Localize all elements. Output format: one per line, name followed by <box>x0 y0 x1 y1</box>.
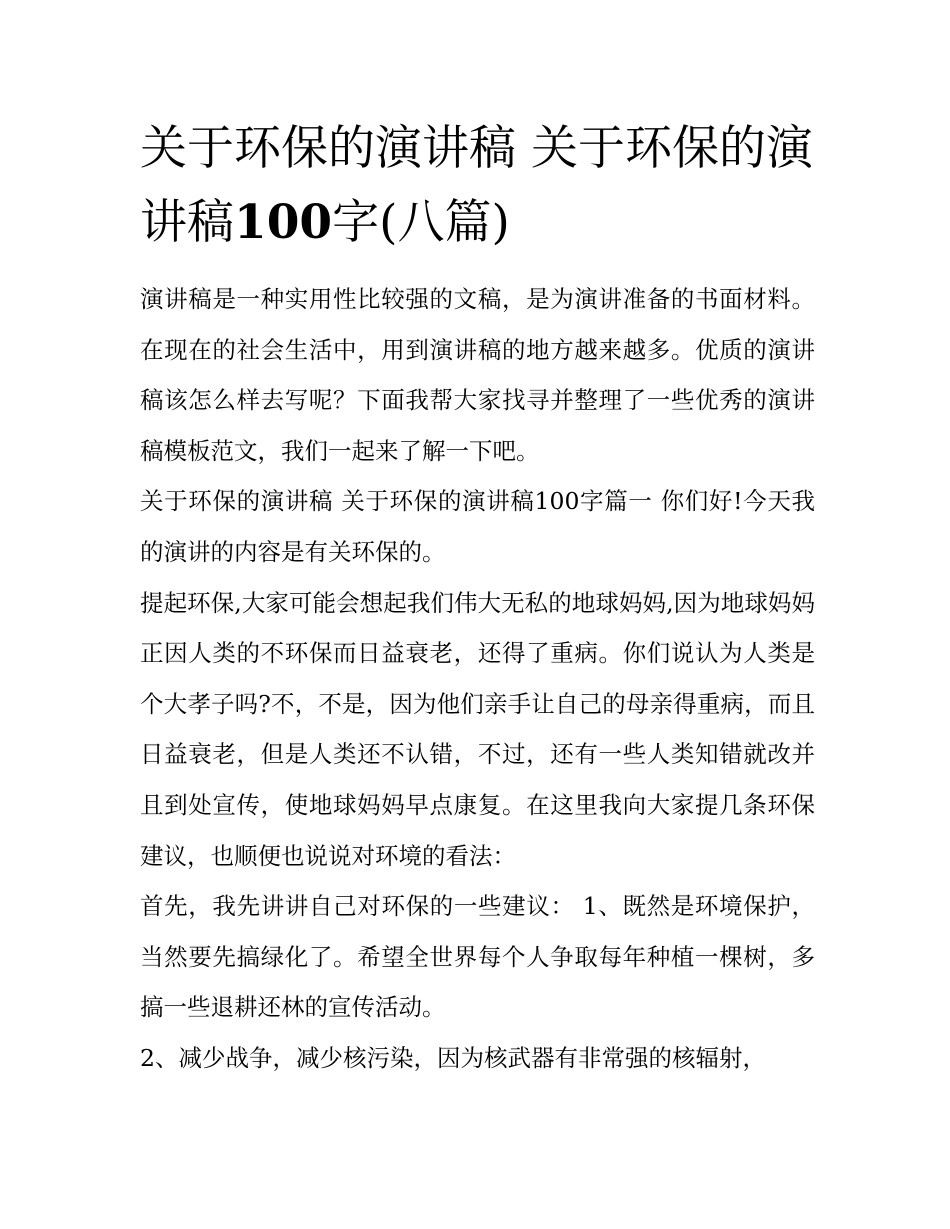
paragraph-intro: 演讲稿是一种实用性比较强的文稿，是为演讲准备的书面材料。在现在的社会生活中，用到演讲稿的地方越来越多。优质的演讲稿该怎么样去写呢？下面我帮大家找寻并整理了一些优秀的演讲稿模板范文，我们一起来了解一下吧。 <box>140 285 815 465</box>
title-prefix: 关于环保的演讲稿 关于环保的演讲稿 <box>140 121 813 250</box>
title-number: 100 <box>234 195 333 250</box>
title-suffix: 字(八篇) <box>332 195 510 250</box>
paragraph-earth-mother: 提起环保,大家可能会想起我们伟大无私的地球妈妈,因为地球妈妈正因人类的不环保而日益衰老，还得了重病。你们说认为人类是个大孝子吗?不，不是，因为他们亲手让自己的母亲得重病，而且日益衰老，但是人类还不认错，不过，还有一些人类知错就改并且到处宣传，使地球妈妈早点康复。在这里我向大家提几条环保建议，也顺便也说说对环境的看法： <box>140 588 815 870</box>
paragraph-suggestion-2: 2、减少战争，减少核污染，因为核武器有非常强的核辐射， <box>140 1043 766 1072</box>
paragraph-opening: 关于环保的演讲稿 关于环保的演讲稿100字篇一 你们好!今天我的演讲的内容是有关环保的。 <box>140 487 815 566</box>
paragraph-suggestion-1: 首先，我先讲讲自己对环保的一些建议： 1、既然是环境保护，当然要先搞绿化了。希望全世界每个人争取每年种植一棵树，多搞一些退耕还林的宣传活动。 <box>140 892 815 1022</box>
document-title <box>140 112 815 260</box>
document-page <box>140 112 815 1084</box>
